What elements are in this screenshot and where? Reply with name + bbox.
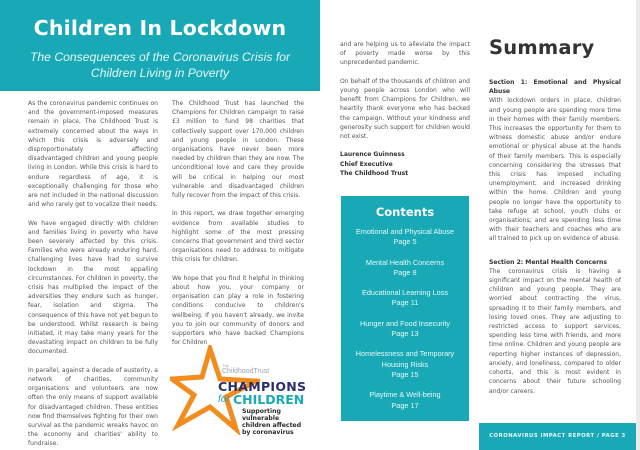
champions-for-children-logo bbox=[170, 345, 310, 435]
paragraph: We have engaged directly with children and families living in poverty who have been severely affected by this crisis. Families who were already enduring hard, challenging lives have had to survive lockdown in the most appalling circumstances. For children in poverty, the crisis has multiplied the impact of the adversities they endure such as hunger, fear, isolation and stigma. The consequence of this have not yet begun to be understood. Whilst research is being initiated, it may take many years for the devastating impact on children to be fully documented. bbox=[28, 219, 158, 356]
signoff bbox=[340, 150, 470, 178]
intro-column-2 bbox=[172, 99, 304, 347]
signoff-name: Laurence Guinness bbox=[340, 151, 405, 159]
toc-page: Page 13 bbox=[391, 329, 419, 339]
section-heading: Section 1: Emotional and Physical Abuse bbox=[489, 79, 621, 96]
toc-item[interactable] bbox=[341, 349, 469, 380]
section-body: The coronavirus crisis is having a significant impact on the mental health of children and young people. They are worried about contracting the virus, spreading it to their family members, and losing loved ones. They are adjusting to restricted access to support services, spending less time with friends, and more time online. Children and young people are reporting higher instances of depression, anxiety, and loneliness, compared to older cohorts, and this is most evident in concerns about their future schooling and/or careers. bbox=[489, 267, 621, 395]
toc-label: Emotional and Physical Abuse bbox=[355, 227, 455, 236]
toc-label: Homelessness and Temporary Housing Risks bbox=[355, 349, 455, 369]
page-edge-divider bbox=[636, 0, 640, 450]
section-body: With lockdown orders in place, children and young people are spending more time in their homes with their family members. This increases the opportunity for them to witness domestic abuse and/or endure emotional or physical abuse at the hands of their family members. This is especially concerning considering the stresses that this crisis has imposed including unemployment, and increased drinking within the home. Children and young people no longer have the opportunity to take refuge at school, youth clubs or organisations; and are spending less time with their teachers and coaches who are all trained to pick up on evidence of abuse. bbox=[489, 97, 621, 243]
summary-column bbox=[489, 78, 621, 396]
summary-section bbox=[489, 78, 621, 244]
logo-trust-name: ChildhoodTrust bbox=[222, 368, 270, 375]
toc-item[interactable] bbox=[341, 319, 469, 340]
toc-page: Page 17 bbox=[391, 400, 419, 410]
contents-box bbox=[341, 196, 469, 421]
toc-item[interactable] bbox=[341, 227, 469, 248]
paragraph: We hope that you find it helpful in thinking about how you, your company or organisation can play a role in fostering conditions conducive to children's wellbeing. If you haven't already, we invite you to join our community of donors and supporters who have backed Champions for Children bbox=[172, 274, 304, 347]
tagline-line: by coronavirus bbox=[242, 429, 294, 436]
paragraph: On behalf of the thousands of children and young people across London who will benefit from Champions for Children, we heartily thank everyone who has backed the campaign. Without your kindness and generosity such support for children would not exist. bbox=[340, 77, 470, 141]
toc-label: Hunger and Food Insecurity bbox=[359, 318, 451, 328]
page-subtitle: The Consequences of the Coronavirus Crisis for Children Living in Poverty bbox=[29, 50, 291, 80]
toc-item[interactable] bbox=[341, 258, 469, 279]
toc-page: Page 8 bbox=[393, 267, 417, 277]
page-title: Children In Lockdown bbox=[33, 16, 287, 40]
toc-page: Page 5 bbox=[393, 237, 417, 247]
logo-for: for bbox=[218, 394, 230, 405]
summary-title: Summary bbox=[489, 36, 595, 59]
paragraph: In parallel, against a decade of austerity, a network of charities, community organisations and volunteers are now often the only means of support available for disadvantaged children. These entities now find themselves fighting for their own survival as the pandemic wreaks havoc on the economy and charities' ability to fundraise. bbox=[28, 366, 158, 448]
toc-page: Page 11 bbox=[391, 298, 419, 308]
logo-children: CHILDREN bbox=[233, 392, 305, 407]
toc-label: Mental Health Concerns bbox=[365, 257, 445, 267]
intro-column-1 bbox=[28, 99, 158, 449]
toc-label: Playtime & Well-being bbox=[369, 390, 441, 400]
paragraph: The Childhood Trust has launched the Champions for Children campaign to raise £3 million to fund 98 charities that collectively support over 170,000 children and young people in London. These organisations have never been more needed by children than they are now. The unconditional love and care they provide will be critical in helping our most vulnerable and disadvantaged children fully recover from the impact of this crisis. bbox=[172, 100, 304, 200]
section-heading: Section 2: Mental Health Concerns bbox=[489, 258, 607, 266]
paragraph: In this report, we draw together emerging evidence from available studies to highlight some of the most pressing concerns that government and third sector organisations need to address to mitigate this crisis for children. bbox=[172, 210, 304, 264]
signoff-org: The Childhood Trust bbox=[340, 169, 409, 177]
logo-the: The bbox=[222, 363, 229, 368]
toc-label: Educational Learning Loss bbox=[361, 288, 448, 298]
intro-column-3 bbox=[340, 40, 470, 178]
hero-banner bbox=[0, 0, 320, 91]
contents-title: Contents bbox=[375, 205, 435, 219]
paragraph: As the coronavirus pandemic continues on and the government-imposed measures remain in place, The Childhood Trust is extremely concerned about the ways in which this crisis is adversely and disproportionately affecting disadvantaged children and young people living in London. While this crisis is hard to endure regardless of age, it is exceptionally challenging for those who are not included in the national discussion and who rarely get to vocalize their needs. bbox=[28, 100, 158, 209]
childhood-trust-wordmark bbox=[222, 363, 269, 375]
page-footer: CORONAVIRUS IMPACT REPORT / PAGE 3 bbox=[479, 423, 636, 450]
paragraph: and are helping us to alleviate the impact of poverty made worse by this unprecedented pandemic. bbox=[340, 41, 470, 67]
tagline-line: children affected bbox=[242, 422, 302, 429]
logo-champions: CHAMPIONS bbox=[218, 379, 307, 394]
logo-tagline bbox=[242, 408, 310, 436]
toc-item[interactable] bbox=[341, 288, 469, 309]
tagline-line: Supporting vulnerable bbox=[242, 408, 281, 422]
signoff-role: Chief Executive bbox=[340, 160, 393, 168]
summary-section bbox=[489, 258, 621, 396]
toc-page: Page 15 bbox=[391, 369, 419, 379]
toc-item[interactable] bbox=[341, 390, 469, 411]
